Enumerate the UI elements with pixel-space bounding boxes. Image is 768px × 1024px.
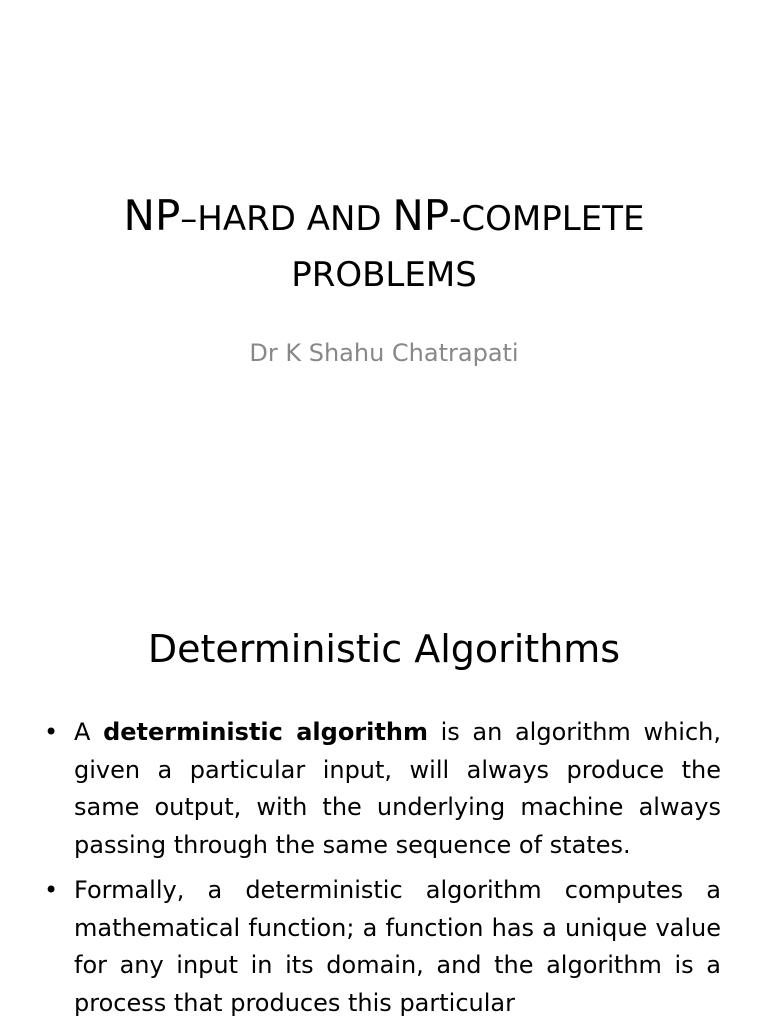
bullet-list bbox=[40, 714, 721, 1024]
title-np-2: NP bbox=[392, 191, 450, 240]
title-np-1: NP bbox=[123, 191, 181, 240]
slide-heading: Deterministic Algorithms bbox=[147, 627, 621, 671]
title-hard-and: –HARD AND bbox=[180, 199, 393, 239]
title-complete: -COMPLETE bbox=[449, 199, 645, 239]
bullet-2-text: Formally, a deterministic algorithm computes a mathematical function; a function has a unique value for any input in its domain, and the algorithm is a process that produces this particular bbox=[74, 876, 721, 1017]
bullet-1-bold-term: deterministic algorithm bbox=[103, 718, 428, 746]
bullet-1-text: is an algorithm which, given a particular input, will always produce the same output, with the underlying machine always passing through the same sequence of states. bbox=[74, 718, 721, 859]
slide-subtitle: Dr K Shahu Chatrapati bbox=[249, 339, 519, 367]
title-problems: PROBLEMS bbox=[291, 255, 477, 295]
bullet-icon: • bbox=[44, 718, 59, 746]
bullet-item-2 bbox=[40, 872, 721, 1022]
bullet-item-1 bbox=[40, 714, 721, 864]
bullet-1-prefix: A bbox=[74, 718, 104, 746]
bullet-icon: • bbox=[44, 876, 59, 904]
content-slide bbox=[0, 576, 768, 1024]
slide-title bbox=[40, 188, 728, 303]
